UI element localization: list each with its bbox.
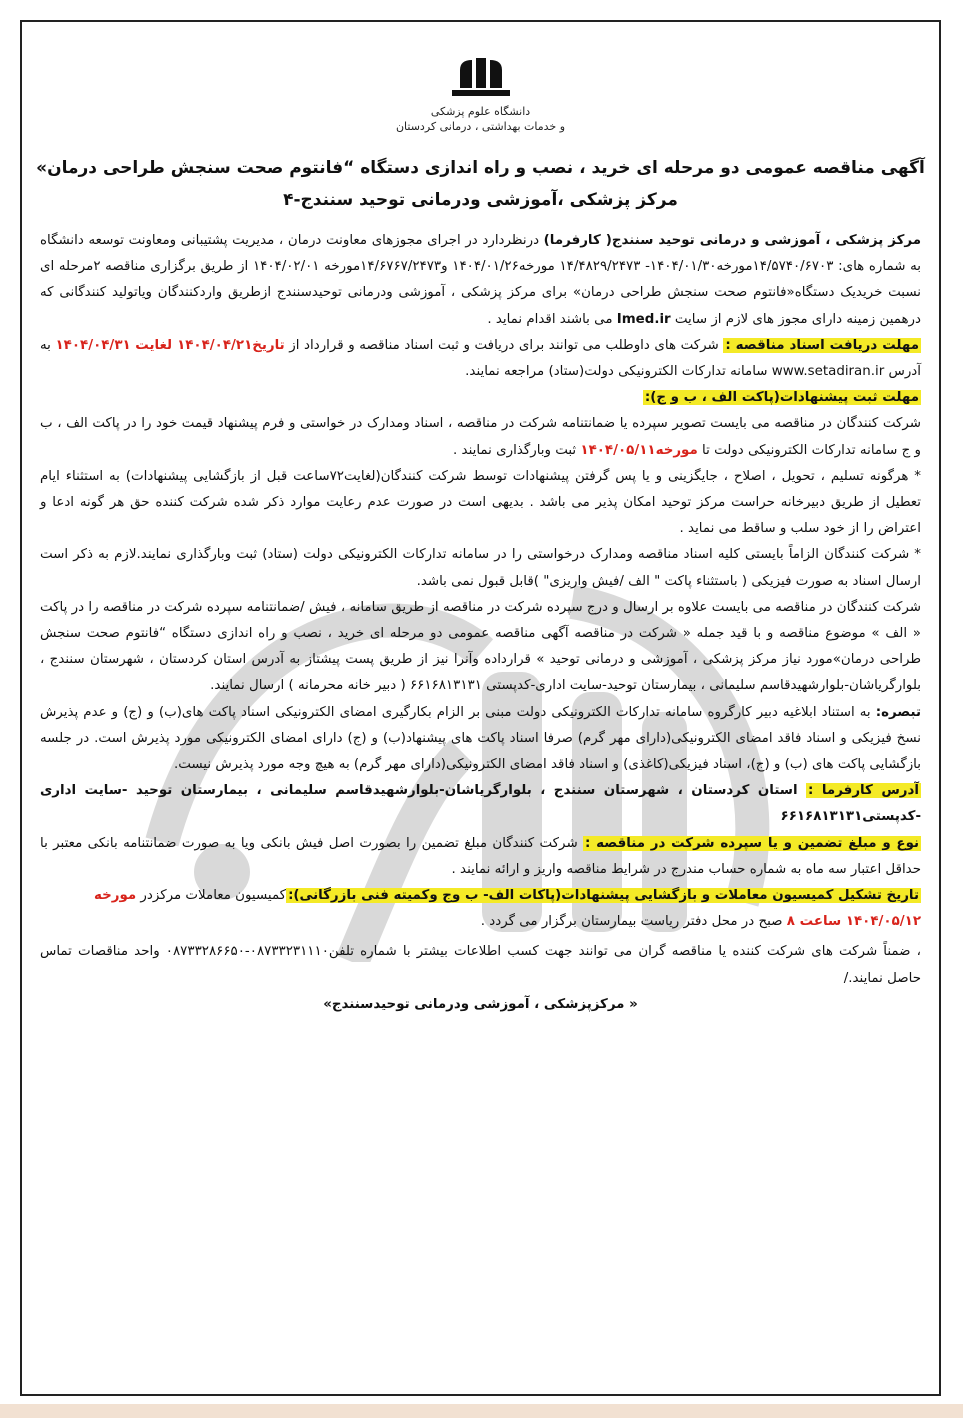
setad-url-link[interactable]: www.setadiran.ir (771, 364, 885, 380)
contact-paragraph: ، ضمناً شرکت های شرکت کننده یا مناقصه گران می توانند جهت کسب اطلاعات بیشتر با شماره تلفن۰۸۷۳۳۲۳۱۱۱۰-۰۸۷۳۳۲۸۶۶۵۰ واحد مناقصات تماس حاصل نمایند./ (40, 944, 921, 986)
employer-address-paragraph (40, 778, 921, 830)
bottom-edge-strip (0, 1404, 963, 1418)
note-paragraph (40, 700, 921, 779)
notice-title-line1: آگهی مناقصه عمومی دو مرحله ای خرید ، نصب و راه اندازی دستگاه “فانتوم صحت سنجش طراحی درمان» (36, 158, 925, 178)
note-text: به استناد ابلاغیه دبیر کارگروه سامانه تدارکات الکترونیکی دولت مبنی بر الزام بکارگیری امضای الکترونیکی اسناد پاکت های(ب) و (ج) و عدم پذیرش نسخ فیزیکی و اسناد فاقد امضای الکترونیکی(دارای مهر گرم) صرفا اسناد پاکت های پیشنهاد(ب) و (ج) دارای امضای الکترونیکی مورد پذیرش است. در جلسه بازگشایی پاکت های (ب) و (ج)، اسناد فیزیکی(کاغذی) و اسناد فاقد امضای الکترونیکی(دارای مهر گرم) به هیچ وجه مورد پذیرش نیست. (40, 704, 921, 773)
commission-date: ۱۴۰۴/۰۵/۱۲ ساعت ۸ (786, 914, 921, 930)
commission-text: کمیسیون معاملات مرکزدر (136, 888, 287, 904)
bids-p1-text: شرکت کنندگان در مناقصه می بایست تصویر سپرده یا ضمانتنامه شرکت در مناقصه ، اسناد ومدارک در خواستی و فرم پیشنهاد قیمت خود را در پاکت الف ، ب و ج سامانه تدارکات الکترونیکی دولت تا (40, 416, 921, 458)
employer-address-text: استان کردستان ، شهرستان سنندج ، بلوارگریاشان-بلوارشهیدقاسم سلیمانی ، بیمارستان توحید -سایت اداری -کدپستی۶۶۱۶۸۱۳۱۳۱ (40, 783, 921, 825)
note-label: تبصره: (875, 704, 921, 720)
bids-paragraph-1 (40, 411, 921, 463)
notice-title-line2: مرکز پزشکی ،آموزشی ودرمانی توحید سنندج-۴ (283, 190, 678, 210)
deadline-docs-text3: سامانه تدارکات الکترونیکی دولت(ستاد) مراجعه نمایند. (465, 364, 772, 380)
deadline-docs-text2: به آدرس (40, 337, 921, 380)
deadline-docs-label: مهلت دریافت اسناد مناقصه : (725, 337, 919, 353)
deadline-bids-heading (40, 385, 921, 411)
employer-name: مرکز پزشکی ، آموزشی و درمانی توحید سنندج( کارفرما) (543, 233, 922, 248)
commission-label: تاریخ تشکیل کمیسیون معاملات و بازگشایی پیشنهادات(پاکات الف- ب وج وکمیته فنی بازرگانی): (288, 888, 919, 904)
imed-site: Imed.ir (616, 311, 671, 327)
notice-frame (20, 20, 941, 1396)
bids-p1-date: مورخه۱۴۰۴/۰۵/۱۱ (580, 442, 698, 458)
commission-paragraph (40, 883, 921, 909)
bids-paragraph-3: * شرکت کنندگان الزاماً بایستی کلیه اسناد مناقصه ومدارک درخواستی را در سامانه تدارکات الکترونیکی دولت (ستاد) ثبت وبارگذاری نمایند.لازم به ذکر است ارسال اسناد به صورت فیزیکی ( باستثناء پاکت " الف /فیش واریزی" )قابل قبول نمی باشد. (40, 547, 921, 589)
commission-date-word: مورخه (93, 888, 137, 904)
org-name-line2: و خدمات بهداشتی ، درمانی کردستان (395, 120, 566, 133)
bids-p1-tail: ثبت وبارگذاری نمایند . (453, 442, 581, 458)
guarantee-text: شرکت کنندگان مبلغ تضمین را بصورت اصل فیش بانکی ویا به صورت ضمانتنامه بانکی معتبر با حداقل اعتبار سه ماه به شماره حساب مندرج در شرایط مناقصه واریز و ارائه نمایند . (40, 835, 921, 877)
deadline-docs-date-to: ۱۴۰۴/۰۴/۳۱ (55, 337, 131, 353)
org-name-line1: دانشگاه علوم پزشکی (430, 105, 531, 118)
university-logo-block (22, 52, 939, 134)
guarantee-paragraph (40, 831, 921, 883)
intro-paragraph (40, 228, 921, 333)
commission-date-line (40, 909, 921, 935)
deadline-docs-text: شرکت های داوطلب می توانند برای دریافت و ثبت اسناد مناقصه و قرارداد از (284, 337, 724, 353)
deadline-bids-label: مهلت ثبت پیشنهادات(پاکت الف ، ب و ج): (644, 390, 919, 406)
intro-tail: می باشند اقدام نماید . (487, 311, 617, 327)
commission-text2: صبح در محل دفتر ریاست بیمارستان برگزار می گردد . (480, 914, 787, 930)
deadline-docs-paragraph (40, 333, 921, 385)
employer-address-label: آدرس کارفرما : (808, 783, 919, 799)
guarantee-label: نوع و مبلغ تضمین و یا سپرده شرکت در مناقصه : (585, 835, 919, 851)
deadline-docs-date-from: تاریخ۱۴۰۴/۰۴/۲۱ لغایت (135, 337, 285, 353)
footer-signature: « مرکزپزشکی ، آموزشی ودرمانی توحیدسنندج» (323, 996, 638, 1012)
university-logo-icon (446, 52, 516, 100)
bids-paragraph-2: * هرگونه تسلیم ، تحویل ، اصلاح ، جایگزینی و یا پس گرفتن پیشنهادات توسط شرکت کنندگان(لغایت۷۲ساعت قبل از بازگشایی پیشنهادات) به استثناء ایام تعطیل از طریق دبیرخانه حراست مرکز توحید امکان پذیر می باشد . بدیهی است در صورت عدم رعایت موارد ذکر شده شرکت کننده حق هر گونه ادعا و اعتراض را از خود سلب و ساقط می نماید . (40, 468, 922, 537)
intro-text: درنظردارد در اجرای مجوزهای معاونت درمان ، مدیریت پشتیبانی ومعاونت توسعه دانشگاه به شماره های: ۱۴/۵۷۴۰/۶۷۰۳مورخه۱۴۰۴/۰۱/۳۰- ۱۴/۴۸۲۹/۲۴۷۳ مورخه۱۴۰۴/۰۱/۲۶ و۱۴/۶۷۶۷/۲۴۷۳مورخه ۱۴۰۴/۰۲/۰۱ از طریق برگزاری مناقصه ۲مرحله ای نسبت خریدیک دستگاه«فانتوم صحت سنجش طراحی درمان» برای مرکز پزشکی ، آموزشی ودرمانی توحیدسنندج ازطریق واردکنندگان ویاتولید کنندگانی که درهمین زمینه دارای مجوز های لازم از سایت (40, 233, 921, 327)
notice-body (40, 228, 921, 1018)
bids-paragraph-4: شرکت کنندگان در مناقصه می بایست علاوه بر ارسال و درج سپرده شرکت در مناقصه از طریق سامانه ، فیش /ضمانتنامه سپرده شرکت در مناقصه را در پاکت « الف » موضوع مناقصه و با قید جمله « شرکت در مناقصه آگهی مناقصه عمومی دو مرحله ای خرید ، نصب و راه اندازی دستگاه “فانتوم صحت سنجش طراحی درمان»مورد نیاز مرکز پزشکی ، آموزشی و درمانی توحید » قرارداده وآنرا نیز از طریق پست پیشتاز به آدرس استان کردستان ، شهرستان سنندج ، بلوارگریاشان-بلوارشهیدقاسم سلیمانی ، بیمارستان توحید-سایت اداری-کدپستی ۶۶۱۶۸۱۳۱۳۱ ( دبیر خانه محرمانه ) ارسال نمایند. (40, 599, 921, 694)
